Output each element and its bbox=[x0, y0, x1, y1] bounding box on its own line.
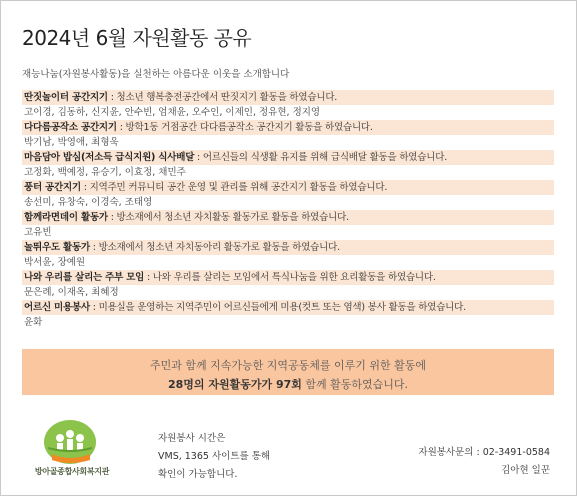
contact-person: 김아현 일꾼 bbox=[501, 465, 550, 476]
activity-members: 박기남, 박영애, 최형욱 bbox=[24, 137, 119, 148]
activity-row bbox=[22, 270, 554, 285]
activity-row bbox=[22, 120, 554, 135]
summary-rest: 함께 활동하였습니다. bbox=[301, 378, 409, 391]
contact-info bbox=[418, 444, 550, 480]
summary-line-2 bbox=[22, 376, 554, 392]
logo-icon bbox=[22, 414, 122, 466]
activity-name: 어르신 미용봉사 bbox=[24, 302, 90, 313]
activity-name: 놀뛰우도 활동가 bbox=[24, 242, 90, 253]
activity-desc: : 방학1동 거점공간 다다름공작소 공간지기 활동을 하였습니다. bbox=[116, 122, 373, 133]
activity-desc: : 방소재에서 청소년 자치활동 활동가로 활동을 하였습니다. bbox=[107, 212, 349, 223]
page-subtitle: 재능나눔(자원봉사활동)을 실천하는 아름다운 이웃을 소개합니다 bbox=[22, 69, 290, 80]
activity-name: 풍터 공간지기 bbox=[24, 182, 81, 193]
activity-name: 다다름공작소 공간지기 bbox=[24, 122, 117, 133]
activity-members: 고유빈 bbox=[24, 227, 52, 238]
activity-desc: : 지역주민 커뮤니티 공간 운영 및 관리를 위해 공간지기 활동을 하였습니다. bbox=[80, 182, 388, 193]
vms-info bbox=[158, 430, 270, 484]
activity-name: 함께라면데이 활동가 bbox=[24, 212, 108, 223]
contact-phone: 자원봉사문의 : 02-3491-0584 bbox=[418, 447, 550, 458]
activity-desc: : 청소년 행복충전공간에서 딴짓지기 활동을 하였습니다. bbox=[107, 92, 338, 103]
summary-highlight: 28명의 자원활동가가 97회 bbox=[167, 378, 302, 391]
summary-banner bbox=[22, 349, 554, 395]
activity-list bbox=[22, 90, 554, 330]
activity-members: 고정화, 백예정, 유승기, 이효정, 채민주 bbox=[24, 167, 186, 178]
activity-desc: : 미용실을 운영하는 지역주민이 어르신들에게 미용(컷트 또는 염색) 봉사 활동을 하였습니다. bbox=[89, 302, 466, 313]
activity-desc: : 어르신들의 식생활 유지를 위해 급식배달 활동을 하였습니다. bbox=[194, 152, 448, 163]
activity-row bbox=[22, 90, 554, 105]
activity-members: 윤화 bbox=[24, 317, 43, 328]
activity-members: 고이경, 김동하, 신지윤, 안수빈, 엄채윤, 오수인, 이제인, 정유현, 정지영 bbox=[24, 107, 321, 118]
activity-desc: : 나와 우리를 살리는 모임에서 특식나눔을 위한 요리활동을 하였습니다. bbox=[144, 272, 436, 283]
activity-row bbox=[22, 150, 554, 165]
activity-members: 박서윤, 장예원 bbox=[24, 257, 86, 268]
activity-row bbox=[22, 240, 554, 255]
activity-name: 마음담아 밥심(저소득 급식지원) 식사배달 bbox=[24, 152, 195, 163]
info-line-2: VMS, 1365 사이트를 통해 bbox=[158, 451, 271, 462]
activity-name: 딴짓놀이터 공간지기 bbox=[24, 92, 108, 103]
info-line-3: 확인이 가능합니다. bbox=[158, 469, 238, 480]
welfare-center-logo bbox=[22, 414, 122, 480]
activity-row bbox=[22, 210, 554, 225]
activity-name: 나와 우리를 살리는 주부 모임 bbox=[24, 272, 145, 283]
page-title: 2024년 6월 자원활동 공유 bbox=[22, 26, 252, 50]
activity-members: 문은례, 이재옥, 최혜정 bbox=[24, 287, 119, 298]
summary-line-1: 주민과 함께 지속가능한 지역공동체를 이루기 위한 활동에 bbox=[149, 359, 426, 372]
activity-row bbox=[22, 180, 554, 195]
logo-text: 방아골종합사회복지관 bbox=[34, 467, 110, 476]
info-line-1: 자원봉사 시간은 bbox=[158, 433, 226, 444]
activity-row bbox=[22, 300, 554, 315]
activity-desc: : 방소재에서 청소년 자치동아리 활동가로 활동을 하였습니다. bbox=[89, 242, 340, 253]
activity-members: 송선미, 유창숙, 이경숙, 조태영 bbox=[24, 197, 153, 208]
